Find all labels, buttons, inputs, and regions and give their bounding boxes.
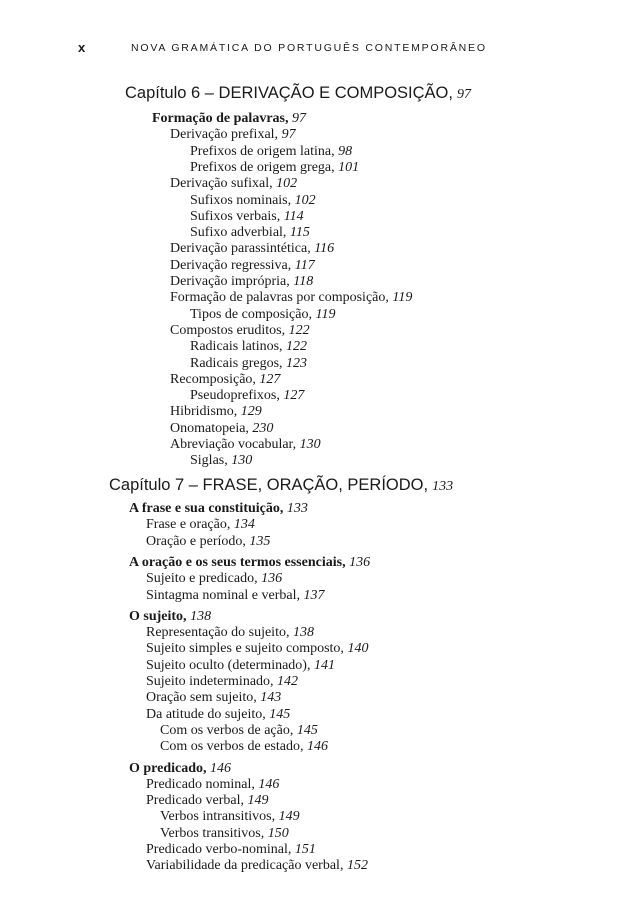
- toc-entry: [170, 290, 412, 306]
- toc-entry-text: Representação do sujeito,: [146, 625, 290, 641]
- toc-section: [129, 555, 370, 571]
- toc-entry-text: Recomposição,: [170, 371, 256, 387]
- toc-entry: [146, 707, 290, 723]
- toc-entry-text: Formação de palavras por composição,: [170, 290, 389, 306]
- toc-entry-text: Radicais gregos,: [190, 355, 283, 371]
- toc-entry-text: Com os verbos de ação,: [160, 722, 294, 738]
- toc-section: [152, 111, 306, 127]
- toc-entry-page: 118: [289, 274, 314, 289]
- toc-entry: [146, 641, 368, 657]
- toc-entry: [146, 588, 324, 604]
- toc-entry-text: Sufixos verbais,: [190, 208, 281, 224]
- toc-entry-page: 135: [245, 533, 271, 549]
- toc-entry: [170, 404, 262, 420]
- toc-entry-page: 143: [256, 690, 282, 706]
- toc-entry-text: Oração sem sujeito,: [146, 690, 257, 706]
- toc-entry-page: 134: [230, 517, 255, 533]
- toc-entry-page: 140: [343, 641, 369, 657]
- toc-entry-text: Variabilidade da predicação verbal,: [146, 858, 344, 874]
- toc-entry: [160, 809, 300, 825]
- toc-entry-page: 138: [289, 625, 314, 641]
- toc-entry-page: 150: [264, 825, 289, 841]
- toc-entry: [170, 127, 296, 143]
- toc-entry-page: 145: [293, 722, 318, 738]
- toc-entry-page: 136: [345, 554, 371, 570]
- toc-section: [129, 501, 308, 517]
- chapter-7-heading: [109, 476, 453, 495]
- toc-entry-page: 142: [273, 674, 299, 689]
- chapter-page: 97: [456, 87, 471, 102]
- toc-entry: [146, 534, 270, 550]
- toc-entry-page: 130: [227, 453, 253, 469]
- chapter-6-heading: [125, 84, 471, 103]
- toc-entry-text: Sujeito oculto (determinado),: [146, 657, 311, 673]
- toc-entry-page: 129: [237, 404, 262, 420]
- toc-entry-page: 115: [286, 225, 310, 241]
- toc-entry-text: Pseudoprefixos,: [190, 388, 280, 404]
- toc-entry-text: Verbos intransitivos,: [160, 809, 276, 825]
- toc-entry: [160, 826, 289, 842]
- toc-entry: [190, 339, 307, 355]
- toc-entry-text: O predicado,: [129, 760, 207, 776]
- toc-entry-page: 97: [278, 127, 296, 143]
- toc-entry-text: Sujeito indeterminado,: [146, 674, 274, 689]
- toc-entry-text: Compostos eruditos,: [170, 322, 286, 338]
- toc-entry-page: 152: [343, 858, 368, 874]
- toc-entry-page: 116: [310, 241, 335, 257]
- toc-entry-text: Sintagma nominal e verbal,: [146, 587, 300, 603]
- toc-entry-page: 119: [388, 290, 413, 306]
- toc-entry-text: Com os verbos de estado,: [160, 739, 304, 755]
- toc-entry-page: 149: [243, 793, 269, 809]
- toc-entry: [160, 739, 328, 755]
- toc-entry-text: Derivação parassintética,: [170, 241, 311, 257]
- toc-entry: [160, 723, 318, 739]
- toc-entry: [146, 674, 298, 690]
- toc-entry-text: A frase e sua constituição,: [129, 501, 284, 516]
- toc-entry: [146, 517, 255, 533]
- toc-entry: [190, 144, 352, 160]
- toc-entry: [190, 388, 304, 404]
- toc-entry: [170, 372, 280, 388]
- toc-entry-page: 127: [279, 388, 305, 404]
- page-number: x: [78, 40, 86, 55]
- toc-entry-page: 114: [280, 208, 304, 224]
- toc-entry-text: Tipos de composição,: [190, 306, 312, 322]
- toc-entry: [146, 793, 268, 809]
- toc-entry-text: Sufixo adverbial,: [190, 225, 287, 241]
- toc-entry: [146, 625, 314, 641]
- toc-entry-page: 122: [285, 322, 310, 338]
- toc-entry-text: O sujeito,: [129, 608, 187, 624]
- toc-entry-text: Prefixos de origem grega,: [190, 159, 335, 175]
- toc-entry-text: Formação de palavras,: [152, 111, 289, 126]
- toc-entry-page: 136: [257, 571, 283, 587]
- running-title: NOVA GRAMÁTICA DO PORTUGUÊS CONTEMPORÂNEO: [131, 42, 487, 54]
- toc-entry: [146, 690, 281, 706]
- toc-entry: [190, 193, 316, 209]
- toc-entry-page: 146: [254, 776, 280, 792]
- toc-entry-text: Sujeito simples e sujeito composto,: [146, 641, 344, 657]
- running-header: [0, 40, 638, 60]
- toc-entry: [190, 225, 310, 241]
- chapter-page: 133: [432, 479, 454, 494]
- toc-entry-text: Onomatopeia,: [170, 420, 249, 436]
- toc-entry: [190, 307, 335, 323]
- toc-entry-page: 137: [299, 587, 325, 603]
- toc-entry: [146, 858, 368, 874]
- toc-entry: [170, 176, 297, 192]
- toc-entry: [146, 571, 282, 587]
- toc-entry: [170, 421, 273, 437]
- chapter-title: Capítulo 6 – DERIVAÇÃO E COMPOSIÇÃO,: [125, 84, 453, 102]
- toc-entry-text: A oração e os seus termos essenciais,: [129, 554, 346, 570]
- toc-entry: [146, 777, 279, 793]
- toc-entry-page: 98: [334, 143, 353, 159]
- toc-entry-page: 101: [334, 159, 360, 175]
- toc-entry-text: Derivação imprópria,: [170, 274, 290, 289]
- toc-entry-page: 146: [206, 760, 232, 776]
- toc-entry: [170, 241, 334, 257]
- toc-entry-page: 138: [186, 608, 212, 624]
- toc-entry-text: Siglas,: [190, 453, 228, 469]
- toc-entry-text: Derivação regressiva,: [170, 257, 292, 273]
- toc-entry-page: 97: [288, 111, 306, 126]
- toc-entry-text: Predicado nominal,: [146, 776, 255, 792]
- toc-entry: [190, 356, 307, 372]
- toc-section: [129, 761, 231, 777]
- toc-entry-page: 230: [248, 420, 274, 436]
- toc-entry-text: Radicais latinos,: [190, 339, 283, 355]
- toc-entry: [170, 274, 313, 290]
- toc-entry-page: 146: [303, 739, 328, 755]
- toc-entry: [170, 437, 321, 453]
- toc-entry: [170, 258, 315, 274]
- toc-entry: [146, 842, 316, 858]
- toc-entry-text: Da atitude do sujeito,: [146, 706, 266, 722]
- toc-entry-text: Verbos transitivos,: [160, 825, 265, 841]
- toc-entry-page: 133: [283, 501, 308, 516]
- toc-entry-page: 117: [291, 257, 315, 273]
- toc-entry-page: 151: [291, 842, 316, 857]
- toc-entry-page: 119: [311, 306, 336, 322]
- toc-entry: [170, 323, 310, 339]
- toc-entry-text: Sujeito e predicado,: [146, 571, 258, 587]
- toc-section: [129, 609, 211, 625]
- toc-entry-text: Prefixos de origem latina,: [190, 143, 335, 159]
- toc-entry: [190, 453, 252, 469]
- toc-entry-text: Frase e oração,: [146, 517, 231, 533]
- toc-entry-text: Abreviação vocabular,: [170, 437, 297, 452]
- toc-entry-text: Predicado verbal,: [146, 793, 244, 809]
- toc-entry-page: 122: [282, 339, 308, 355]
- toc-entry-text: Sufixos nominais,: [190, 192, 292, 208]
- toc-entry-text: Predicado verbo-nominal,: [146, 842, 292, 857]
- toc-entry-page: 130: [296, 437, 321, 452]
- toc-entry-page: 123: [282, 355, 308, 371]
- toc-entry-page: 145: [265, 706, 291, 722]
- toc-entry: [190, 160, 359, 176]
- toc-entry-text: Derivação sufixal,: [170, 176, 273, 192]
- toc-entry-page: 141: [310, 657, 335, 673]
- toc-entry-text: Derivação prefixal,: [170, 127, 279, 143]
- toc-entry-page: 102: [272, 176, 298, 192]
- toc-entry-page: 149: [275, 809, 300, 825]
- toc-entry-page: 102: [291, 192, 316, 208]
- toc-entry: [146, 658, 335, 674]
- toc-entry: [190, 209, 304, 225]
- toc-entry-page: 127: [255, 371, 281, 387]
- chapter-title: Capítulo 7 – FRASE, ORAÇÃO, PERÍODO,: [109, 476, 429, 494]
- toc-entry-text: Hibridismo,: [170, 404, 238, 420]
- toc-entry-text: Oração e período,: [146, 533, 246, 549]
